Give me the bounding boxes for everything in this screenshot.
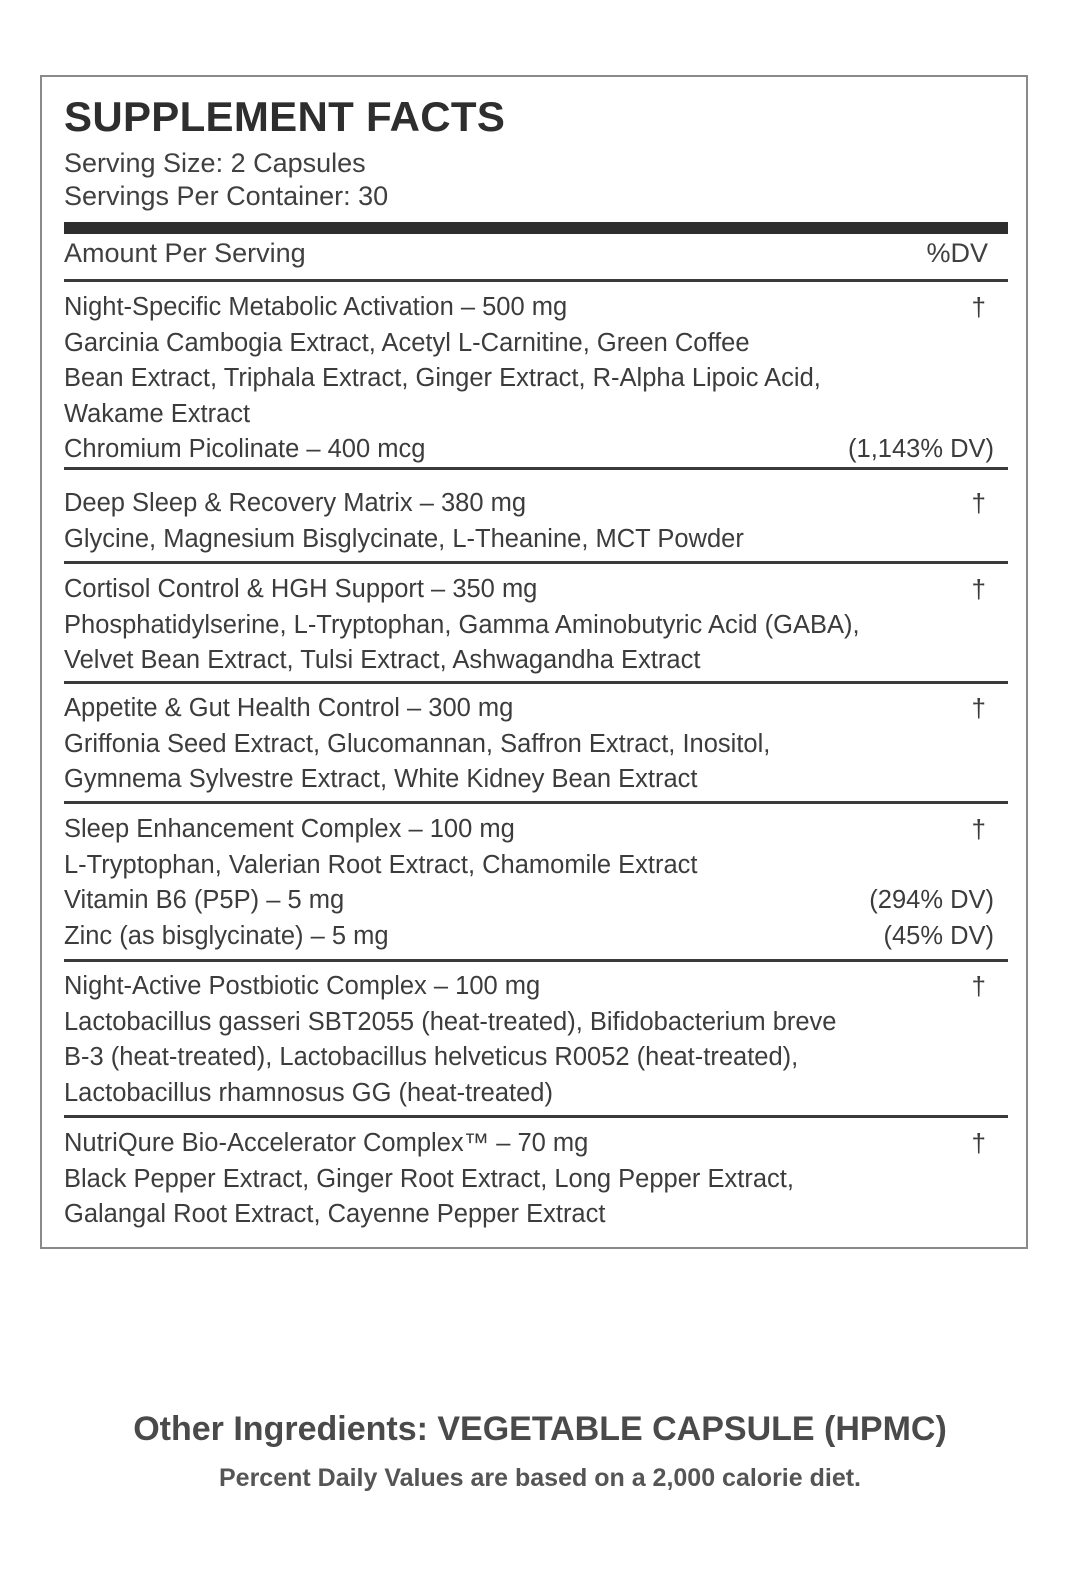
blend-name: Appetite & Gut Health Control – 300 mg † <box>64 691 1008 727</box>
dagger-mark: † <box>971 488 986 518</box>
other-ingredients: Other Ingredients: VEGETABLE CAPSULE (HPMC) <box>133 1410 947 1448</box>
ingredient-line: Wakame Extract <box>64 399 251 428</box>
dv-column-header: %DV <box>926 238 988 268</box>
amount-per-serving-label: Amount Per Serving <box>64 238 306 268</box>
nutrient-line <box>64 432 1008 468</box>
dagger-mark: † <box>971 814 986 844</box>
blend-name: Deep Sleep & Recovery Matrix – 380 mg † <box>64 486 1008 522</box>
section-divider <box>64 561 1008 564</box>
dagger-mark: † <box>971 693 986 723</box>
dagger-mark: † <box>971 574 986 604</box>
ingredient-line: Griffonia Seed Extract, Glucomannan, Saffron Extract, Inositol, <box>64 729 771 758</box>
section-divider <box>64 1115 1008 1118</box>
nutrient-line <box>64 883 1008 919</box>
blend-name: Night-Specific Metabolic Activation – 500 mg † <box>64 290 1008 326</box>
blend-section <box>64 691 1008 798</box>
ingredient-line: Lactobacillus rhamnosus GG (heat-treated) <box>64 1078 553 1107</box>
nutrient-label: Vitamin B6 (P5P) – 5 mg <box>64 886 345 914</box>
nutrient-dv: (1,143% DV) <box>848 435 994 463</box>
blend-section <box>64 812 1008 954</box>
nutrient-label: Zinc (as bisglycinate) – 5 mg <box>64 921 389 950</box>
section-divider <box>64 681 1008 684</box>
ingredient-line: Galangal Root Extract, Cayenne Pepper Extract <box>64 1200 606 1228</box>
blend-section <box>64 486 1008 557</box>
panel-title: SUPPLEMENT FACTS <box>64 93 506 140</box>
ingredient-line: Black Pepper Extract, Ginger Root Extract, Long Pepper Extract, <box>64 1164 794 1193</box>
ingredient-line: Glycine, Magnesium Bisglycinate, L-Theanine, MCT Powder <box>64 524 744 553</box>
ingredient-line: Garcinia Cambogia Extract, Acetyl L-Carnitine, Green Coffee <box>64 328 750 357</box>
daily-value-note: Percent Daily Values are based on a 2,000 calorie diet. <box>219 1464 861 1492</box>
ingredient-line: Phosphatidylserine, L-Tryptophan, Gamma Aminobutyric Acid (GABA), <box>64 610 860 639</box>
header-divider <box>64 279 1008 282</box>
section-divider <box>64 467 1008 470</box>
dagger-mark: † <box>971 1128 986 1158</box>
blend-section <box>64 572 1008 679</box>
nutrient-dv: (294% DV) <box>869 886 994 914</box>
blend-name: Sleep Enhancement Complex – 100 mg † <box>64 812 1008 848</box>
blend-section <box>64 290 1008 468</box>
blend-section <box>64 969 1008 1111</box>
ingredient-line: B-3 (heat-treated), Lactobacillus helveticus R0052 (heat-treated), <box>64 1043 799 1071</box>
section-divider <box>64 959 1008 962</box>
ingredient-line: Gymnema Sylvestre Extract, White Kidney Bean Extract <box>64 765 698 793</box>
blend-name: Night-Active Postbiotic Complex – 100 mg † <box>64 969 1008 1005</box>
nutrient-label: Chromium Picolinate – 400 mcg <box>64 435 426 463</box>
ingredient-line: Lactobacillus gasseri SBT2055 (heat-treated), Bifidobacterium breve <box>64 1007 837 1036</box>
thick-divider <box>64 222 1008 234</box>
dagger-mark: † <box>971 292 986 322</box>
section-divider <box>64 801 1008 804</box>
blend-section <box>64 1126 1008 1233</box>
blend-name: NutriQure Bio-Accelerator Complex™ – 70 mg † <box>64 1126 1008 1162</box>
blend-name: Cortisol Control & HGH Support – 350 mg † <box>64 572 1008 608</box>
servings-per-container: Servings Per Container: 30 <box>64 181 389 211</box>
ingredient-line: L-Tryptophan, Valerian Root Extract, Chamomile Extract <box>64 850 698 879</box>
ingredient-line: Velvet Bean Extract, Tulsi Extract, Ashwagandha Extract <box>64 646 701 674</box>
nutrient-dv: (45% DV) <box>883 921 994 950</box>
supplement-facts-panel <box>40 75 1028 1249</box>
serving-size: Serving Size: 2 Capsules <box>64 148 366 178</box>
dagger-mark: † <box>971 971 986 1001</box>
nutrient-line <box>64 919 1008 955</box>
ingredient-line: Bean Extract, Triphala Extract, Ginger Extract, R-Alpha Lipoic Acid, <box>64 364 821 392</box>
